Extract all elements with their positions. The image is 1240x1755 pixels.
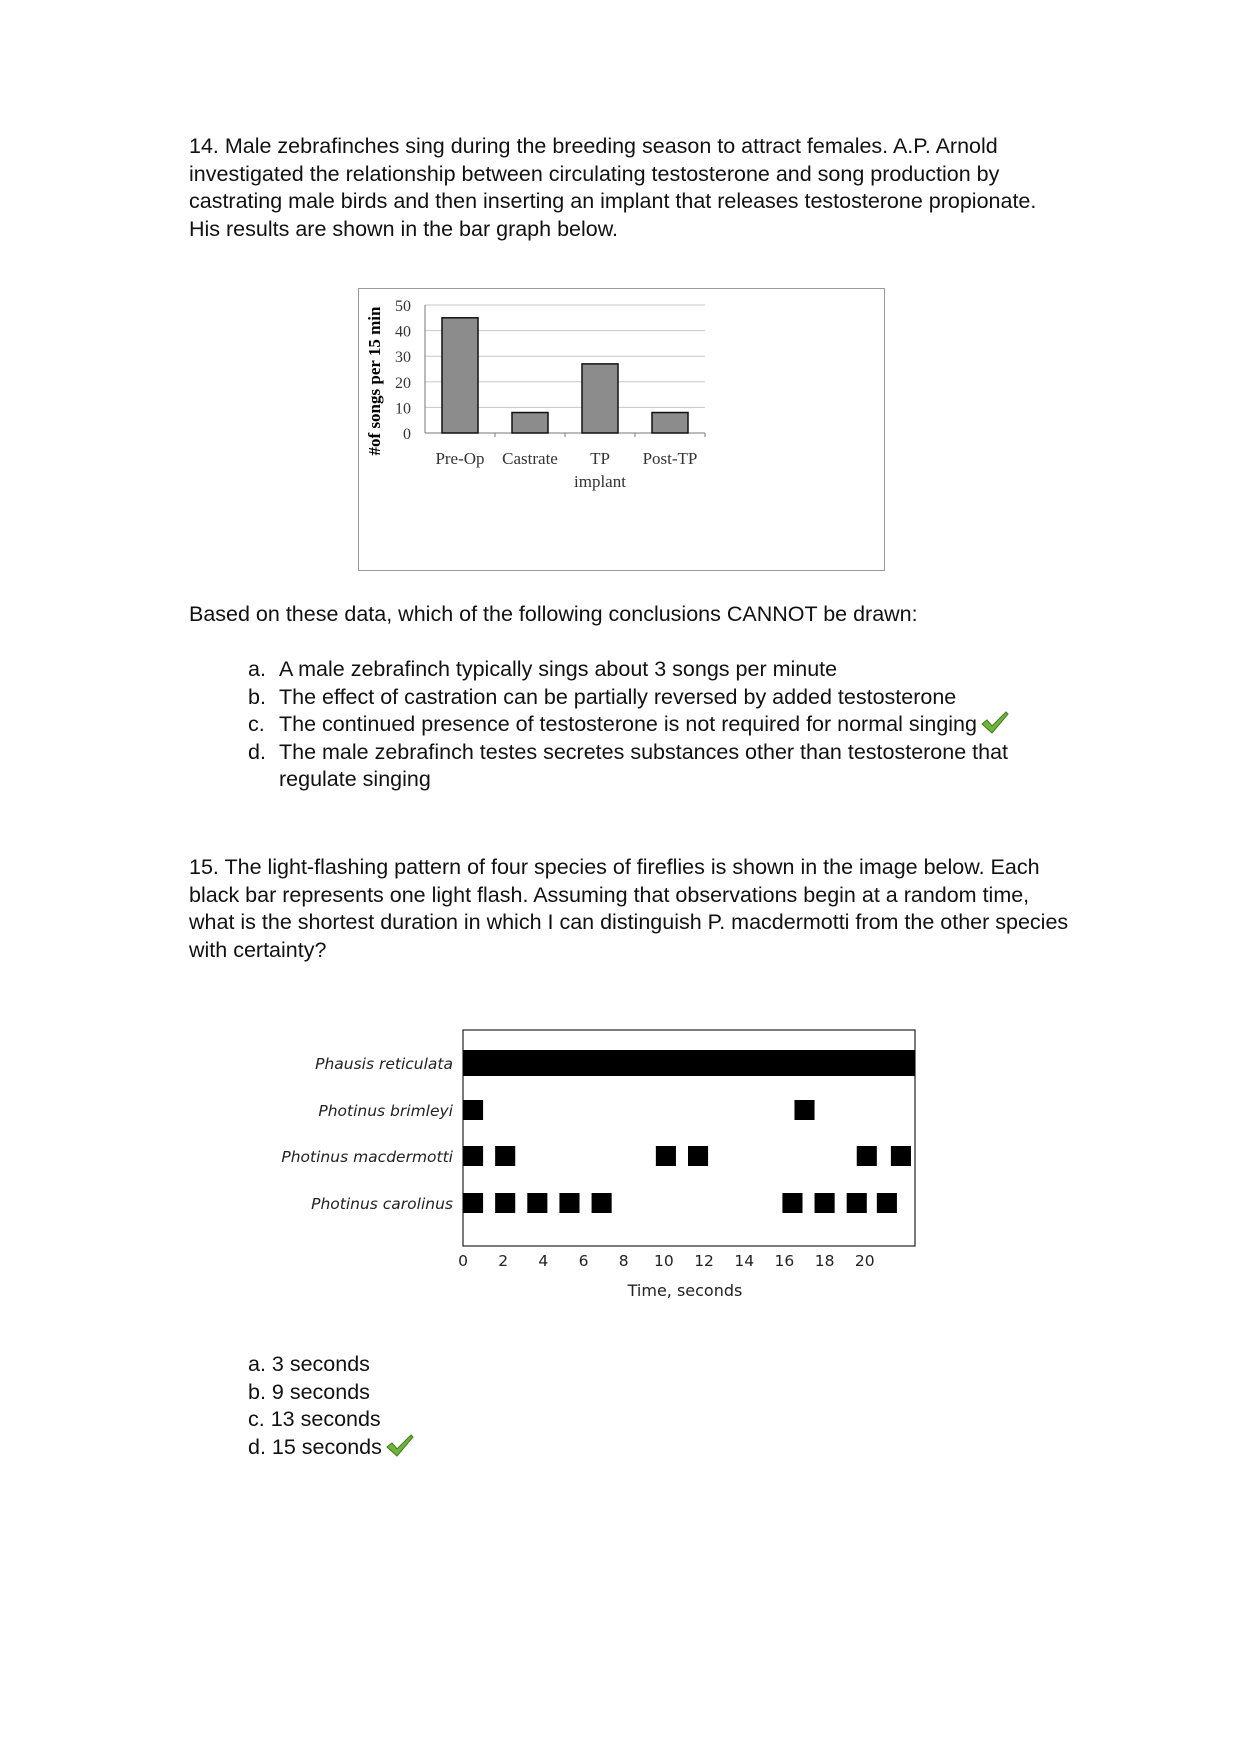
x-tick-label: implant <box>574 472 626 491</box>
x-tick-label: 16 <box>774 1252 795 1270</box>
x-tick-label: 8 <box>618 1252 629 1270</box>
flash-bar <box>782 1193 802 1213</box>
x-tick-label: 2 <box>498 1252 509 1270</box>
y-tick-label: 50 <box>395 298 411 315</box>
checkmark-icon <box>981 711 1009 735</box>
flash-bar <box>857 1146 877 1166</box>
question-14-options <box>248 656 1128 794</box>
x-tick-label: 4 <box>538 1252 549 1270</box>
flash-bar <box>463 1193 483 1213</box>
option-b[interactable]: b. The effect of castration can be partially reversed by added testosterone <box>248 684 957 709</box>
bar-ylabel: #of songs per 15 min <box>365 306 384 456</box>
bar-tp-implant <box>582 364 618 433</box>
species-label: Phausis reticulata <box>315 1055 453 1073</box>
y-tick-label: 30 <box>395 349 411 367</box>
flash-bar <box>794 1100 814 1120</box>
x-tick-label: 0 <box>458 1252 468 1270</box>
y-tick-label: 40 <box>395 323 411 341</box>
option-a[interactable]: a. 3 seconds <box>248 1352 370 1376</box>
flash-bar <box>656 1146 676 1166</box>
question-15-options <box>248 1351 648 1461</box>
y-tick-label: 10 <box>395 400 411 418</box>
checkmark-icon <box>386 1434 414 1458</box>
option-a[interactable]: a. A male zebrafinch typically sings about 3 songs per minute <box>248 657 838 681</box>
flash-bar <box>527 1193 547 1213</box>
flash-bar <box>688 1146 708 1166</box>
option-c[interactable]: c. 13 seconds <box>248 1407 381 1431</box>
flash-bar <box>592 1193 612 1213</box>
flash-bar <box>847 1193 867 1213</box>
flash-bar <box>815 1193 835 1213</box>
x-tick-label: 20 <box>854 1252 875 1270</box>
flash-bar <box>463 1146 483 1166</box>
flash-bar <box>559 1193 579 1213</box>
firefly-flash-chart <box>270 1020 930 1310</box>
x-tick-label: Castrate <box>502 449 558 468</box>
x-tick-label: 10 <box>654 1252 674 1270</box>
x-tick-label: 14 <box>734 1252 755 1270</box>
y-tick-label: 20 <box>395 374 411 392</box>
x-tick-label: 6 <box>578 1252 589 1270</box>
bar-post-tp <box>652 413 688 433</box>
question-14-text: 14. Male zebrafinches sing during the breeding season to attract females. A.P. Arnold investigated the relationship between circulating testosterone and song production by castrating male birds and then inserting an implant that releases testosterone propionate. His results are shown in the bar graph below. <box>189 134 1037 241</box>
option-b[interactable]: b. 9 seconds <box>248 1379 370 1404</box>
flash-bar <box>463 1100 483 1120</box>
x-tick-label: TP <box>590 449 610 468</box>
x-tick-label: Post-TP <box>642 449 698 468</box>
species-label: Photinus macdermotti <box>281 1148 453 1166</box>
option-d[interactable]: d. The male zebrafinch testes secretes substances other than testosterone that regulate singing <box>248 739 1009 791</box>
y-tick-label: 0 <box>403 426 411 443</box>
flash-bar <box>463 1050 915 1076</box>
x-tick-label: 18 <box>814 1252 835 1270</box>
bar-pre-op <box>442 318 478 433</box>
flash-bar <box>495 1193 515 1213</box>
x-tick-label: 12 <box>694 1252 714 1270</box>
bar-castrate <box>512 413 548 433</box>
question-15-text: 15. The light-flashing pattern of four species of fireflies is shown in the image below. Each black bar represents one light flash. Assuming that observations begin at a random time, what is the shortest duration in which I can distinguish P. macdermotti from the other species with certainty? <box>189 855 1069 962</box>
species-label: Photinus brimleyi <box>318 1102 453 1120</box>
timeline-xlabel: Time, seconds <box>627 1281 743 1300</box>
option-d[interactable]: d. 15 seconds <box>248 1434 648 1462</box>
species-label: Photinus carolinus <box>311 1195 453 1213</box>
flash-bar <box>877 1193 897 1213</box>
flash-bar <box>495 1146 515 1166</box>
x-tick-label: Pre-Op <box>435 449 485 468</box>
question-14-prompt: Based on these data, which of the following conclusions CANNOT be drawn: <box>189 602 918 626</box>
song-bar-chart <box>358 288 885 571</box>
option-c[interactable]: c. The continued presence of testosterone is not required for normal singing <box>248 711 1128 739</box>
flash-bar <box>891 1146 911 1166</box>
